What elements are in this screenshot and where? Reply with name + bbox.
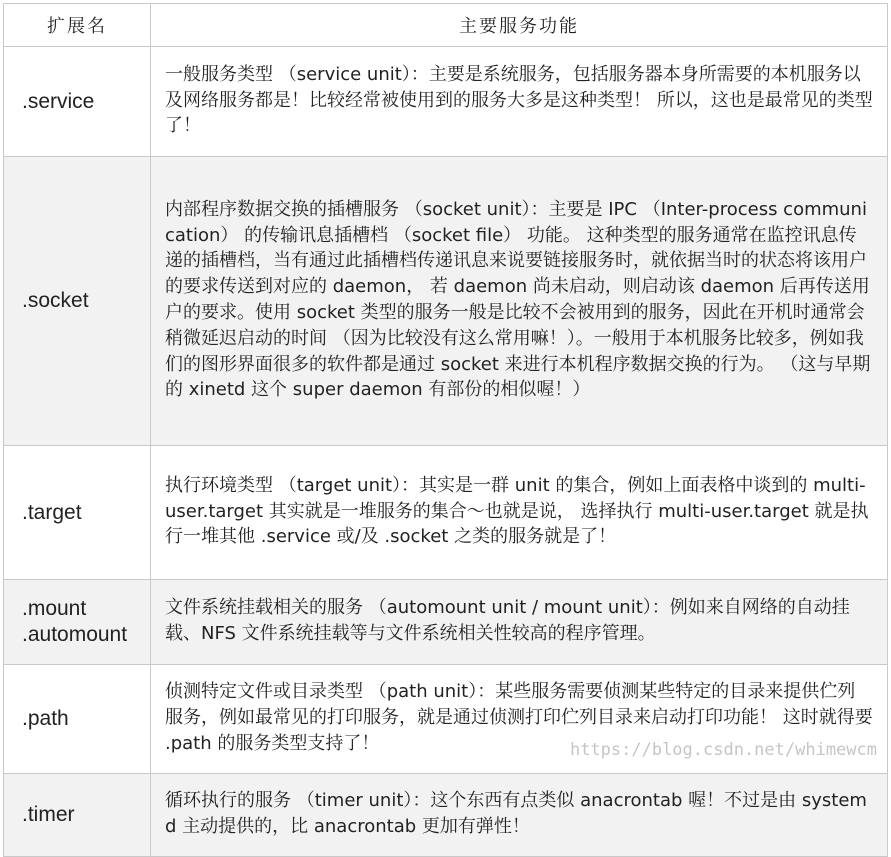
extension-cell [4, 665, 151, 774]
table-row [4, 47, 888, 157]
description-cell: 执行环境类型 （target unit）：其实是一群 unit 的集合，例如上面表格中谈到的 multi-user.target 其实就是一堆服务的集合～也就是说， 选择执行 multi-user.target 就是执行一堆其他 .service 或/及 .socket 之类的服务就是了！ [151, 446, 888, 580]
table-header-row [4, 4, 888, 47]
extension-cell [4, 47, 151, 157]
extension-name: .service [22, 89, 95, 113]
description-cell: 内部程序数据交换的插槽服务 （socket unit）：主要是 IPC （Inter-process communication） 的传输讯息插槽档 （socket file） 功能。 这种类型的服务通常在监控讯息传递的插槽档，当有通过此插槽档传递讯息来说要链接服务时，就依据当时的状态将该用户的要求传送到对应的 daemon， 若 daemon 尚未启动，则启动该 daemon 后再传送用户的要求。使用 socket 类型的服务一般是比较不会被用到的服务，因此在开机时通常会稍微延迟启动的时间 （因为比较没有这么常用嘛！）。一般用于本机服务比较多，例如我们的图形界面很多的软件都是通过 socket 来进行本机程序数据交换的行为。 （这与早期的 xinetd 这个 super daemon 有部份的相似喔！） [151, 157, 888, 446]
header-function: 主要服务功能 [151, 4, 888, 47]
table-row [4, 665, 888, 774]
description-cell: 侦测特定文件或目录类型 （path unit）：某些服务需要侦测某些特定的目录来提供伫列服务，例如最常见的打印服务，就是通过侦测打印伫列目录来启动打印功能！ 这时就得要 .path 的服务类型支持了！ [151, 665, 888, 774]
extension-cell [4, 157, 151, 446]
header-extension: 扩展名 [4, 4, 151, 47]
extension-cell [4, 446, 151, 580]
unit-types-table [3, 3, 888, 857]
extension-name: .path [22, 707, 69, 730]
extension-cell [4, 580, 151, 665]
extension-cell [4, 774, 151, 857]
table-row [4, 580, 888, 665]
extension-name: .target [22, 500, 82, 524]
extension-name: .mount [22, 597, 87, 620]
extension-name: .automount [22, 623, 128, 646]
table-row [4, 157, 888, 446]
extension-name: .timer [22, 803, 75, 826]
table-row [4, 446, 888, 580]
watermark: https://blog.csdn.net/whimewcm [569, 740, 877, 760]
description-cell: 文件系统挂载相关的服务 （automount unit / mount unit）：例如来自网络的自动挂载、NFS 文件系统挂载等与文件系统相关性较高的程序管理。 [151, 580, 888, 665]
description-cell: 循环执行的服务 （timer unit）：这个东西有点类似 anacrontab 喔！不过是由 systemd 主动提供的，比 anacrontab 更加有弹性！ [151, 774, 888, 857]
extension-name: .socket [22, 289, 89, 312]
table-row [4, 774, 888, 857]
description-cell: 一般服务类型 （service unit）：主要是系统服务，包括服务器本身所需要的本机服务以及网络服务都是！比较经常被使用到的服务大多是这种类型！ 所以，这也是最常见的类型了！ [151, 47, 888, 157]
